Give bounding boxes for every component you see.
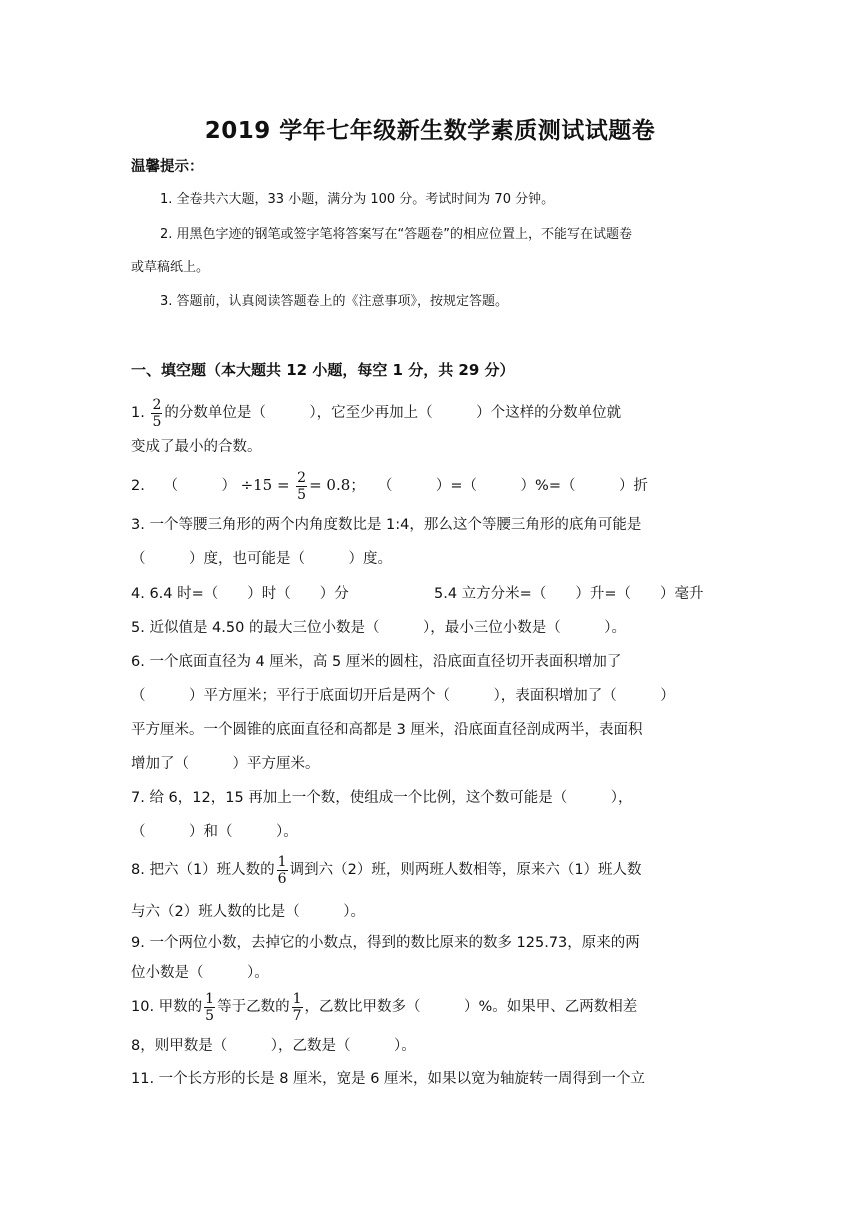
question-3: 3. 一个等腰三角形的两个内角度数比是 1:4，那么这个等腰三角形的底角可能是 [131, 517, 642, 533]
question-9-cont: 位小数是（ ）。 [131, 965, 269, 981]
math-expression: = 0.8； [309, 476, 366, 494]
question-4-left: 4. 6.4 时=（ ）时（ ）分 [131, 586, 349, 602]
notice-heading: 温馨提示： [131, 159, 204, 175]
question-text: ，乙数比甲数多（ ）%。如果甲、乙两数相差 [304, 999, 638, 1015]
question-text: 的分数单位是（ ），它至少再加上（ ）个这样的分数单位就 [164, 405, 622, 421]
question-5: 5. 近似值是 4.50 的最大三位小数是（ ），最小三位小数是（ ）。 [131, 620, 626, 636]
question-6: 6. 一个底面直径为 4 厘米，高 5 厘米的圆柱，沿底面直径切开表面积增加了 [131, 654, 622, 670]
blank: （ ） [163, 478, 236, 494]
question-10 [131, 989, 637, 1025]
question-3-cont: （ ）度，也可能是（ ）度。 [131, 551, 392, 567]
question-6-cont-2: 平方厘米。一个圆锥的底面直径和高都是 3 厘米，沿底面直径剖成两半，表面积 [131, 722, 643, 738]
question-text: （ ）=（ ）%=（ ）折 [377, 478, 648, 494]
math-expression: ÷15 = [240, 476, 290, 494]
question-6-cont-3: 增加了（ ）平方厘米。 [131, 756, 320, 772]
question-text: 10. 甲数的 [131, 999, 203, 1015]
question-text: 等于乙数的 [217, 999, 290, 1015]
question-9: 9. 一个两位小数，去掉它的小数点，得到的数比原来的数多 125.73，原来的两 [131, 935, 640, 951]
question-8-cont: 与六（2）班人数的比是（ ）。 [131, 904, 365, 920]
question-number: 1. [131, 405, 145, 421]
fraction: $\frac{2}{5}$ [152, 396, 162, 430]
question-2 [131, 467, 648, 504]
question-1 [131, 396, 621, 430]
fraction: $\frac{1}{7}$ [292, 990, 302, 1024]
question-11: 11. 一个长方形的长是 8 厘米，宽是 6 厘米，如果以宽为轴旋转一周得到一个立 [131, 1071, 646, 1087]
question-10-cont: 8，则甲数是（ ），乙数是（ ）。 [131, 1038, 416, 1054]
notice-item-3: 3. 答题前，认真阅读答题卷上的《注意事项》，按规定答题。 [160, 294, 509, 309]
fraction: $\frac{1}{6}$ [277, 853, 287, 887]
question-6-cont-1: （ ）平方厘米；平行于底面切开后是两个（ ），表面积增加了（ ） [131, 688, 675, 704]
section-heading: 一、填空题（本大题共 12 小题，每空 1 分，共 29 分） [131, 361, 515, 379]
fraction: $\frac{1}{5}$ [205, 990, 215, 1024]
question-4-right: 5.4 立方分米=（ ）升=（ ）毫升 [434, 586, 704, 602]
notice-item-2: 2. 用黑色字迹的钢笔或签字笔将答案写在“答题卷”的相应位置上，不能写在试题卷 [160, 227, 633, 242]
notice-item-2-cont: 或草稿纸上。 [131, 260, 210, 275]
page-title: 2019 学年七年级新生数学素质测试试题卷 [204, 118, 656, 144]
question-8 [131, 852, 642, 888]
question-text: 调到六（2）班，则两班人数相等，原来六（1）班人数 [289, 862, 642, 878]
question-7-cont: （ ）和（ ）。 [131, 824, 298, 840]
question-number: 2. [131, 478, 145, 494]
question-text: 8. 把六（1）班人数的 [131, 862, 275, 878]
fraction: $\frac{2}{5}$ [297, 469, 307, 503]
question-1-cont: 变成了最小的合数。 [131, 439, 262, 455]
question-7: 7. 给 6，12，15 再加上一个数，使组成一个比例，这个数可能是（ ）， [131, 790, 633, 806]
notice-item-1: 1. 全卷共六大题，33 小题，满分为 100 分。考试时间为 70 分钟。 [160, 192, 555, 207]
